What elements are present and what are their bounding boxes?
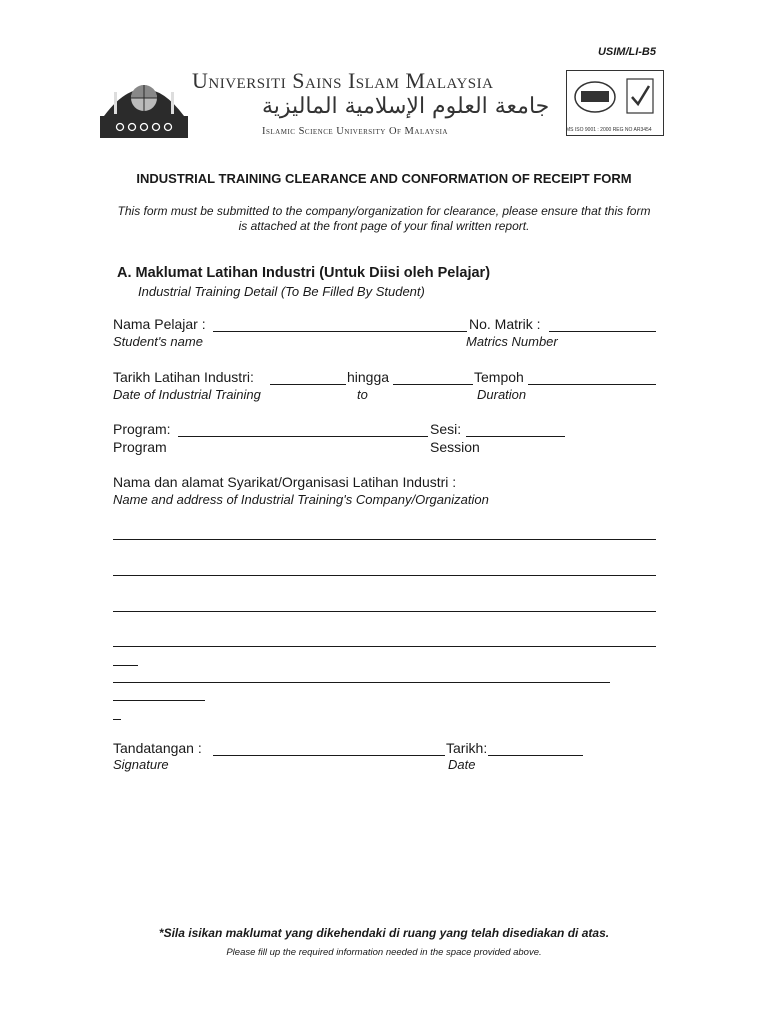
session-field[interactable] [466, 436, 565, 437]
footer-note-ms: *Sila isikan maklumat yang dikehendaki di ruang yang telah disediakan di atas. [158, 926, 610, 940]
session-label: Sesi: [430, 421, 462, 437]
footer-note-en: Please fill up the required information needed in the space provided above. [226, 947, 542, 958]
matric-field[interactable] [549, 331, 656, 332]
address-line[interactable] [113, 611, 656, 612]
duration-label: Tempoh [474, 369, 524, 385]
matric-sublabel: Matrics Number [466, 334, 558, 349]
date-sublabel: Date [448, 757, 476, 772]
address-line[interactable] [113, 665, 138, 666]
student-name-field[interactable] [213, 331, 467, 332]
signature-sublabel: Signature [113, 757, 169, 772]
quality-cert-text: MS ISO 9001 : 2000 REG NO AR3454 [566, 127, 652, 133]
address-line[interactable] [113, 700, 205, 701]
address-line[interactable] [113, 682, 610, 683]
university-name-ar: جامعة العلوم الإسلامية الماليزية [262, 94, 550, 119]
address-line[interactable] [113, 575, 656, 576]
address-line[interactable] [113, 646, 656, 647]
section-a-subtitle: Industrial Training Detail (To Be Filled By Student) [138, 284, 425, 299]
training-date-label: Tarikh Latihan Industri: [113, 369, 254, 385]
address-line[interactable] [113, 539, 656, 540]
training-end-field[interactable] [393, 384, 473, 385]
program-label: Program: [113, 421, 171, 437]
form-instruction: This form must be submitted to the company/organization for clearance, please ensure that this form is attached at the front page of your final written report. [117, 204, 651, 233]
training-start-field[interactable] [270, 384, 346, 385]
session-sublabel: Session [430, 439, 480, 455]
university-name-sub: Islamic Science University Of Malaysia [262, 126, 448, 137]
university-logo-icon [100, 68, 188, 138]
signature-field[interactable] [213, 755, 445, 756]
program-field[interactable] [178, 436, 428, 437]
training-date-sublabel: Date of Industrial Training [113, 387, 261, 402]
date-field[interactable] [488, 755, 583, 756]
company-label: Nama dan alamat Syarikat/Organisasi Latihan Industri : [113, 474, 457, 490]
section-a-title: A. Maklumat Latihan Industri (Untuk Diisi oleh Pelajar) [117, 265, 491, 281]
duration-sublabel: Duration [477, 387, 527, 402]
address-line[interactable] [113, 719, 121, 720]
date-label: Tarikh: [446, 740, 488, 756]
duration-field[interactable] [528, 384, 656, 385]
student-name-sublabel: Student's name [113, 334, 203, 349]
matric-label: No. Matrik : [469, 316, 541, 332]
until-label: hingga [347, 369, 390, 385]
student-name-label: Nama Pelajar : [113, 316, 206, 332]
until-sublabel: to [357, 387, 368, 402]
form-code: USIM/LI-B5 [597, 46, 656, 58]
company-sublabel: Name and address of Industrial Training's Company/Organization [113, 492, 489, 507]
program-sublabel: Program [113, 439, 167, 455]
signature-label: Tandatangan : [113, 740, 202, 756]
form-title: INDUSTRIAL TRAINING CLEARANCE AND CONFORMATION OF RECEIPT FORM [136, 171, 632, 186]
university-name-en: Universiti Sains Islam Malaysia [192, 68, 494, 93]
